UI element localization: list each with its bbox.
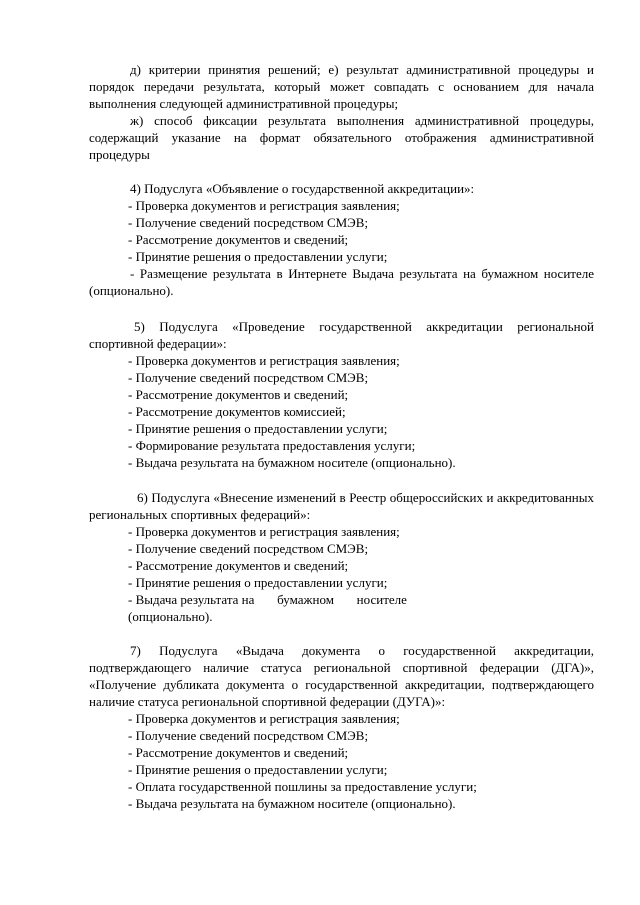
list-item: - Получение сведений посредством СМЭВ; <box>128 728 369 743</box>
subservice-4-last-item: - Размещение результата в Интернете Выдача результата на бумажном носителе (опционально). <box>89 266 594 298</box>
subservice-6-list <box>128 523 598 591</box>
list-item: - Рассмотрение документов и сведений; <box>128 745 349 760</box>
subservice-5-list <box>128 352 598 471</box>
subservice-7-list <box>128 710 598 812</box>
subservice-6-last-item: - Выдача результата на бумажном носителе <box>128 592 407 607</box>
list-item: - Получение сведений посредством СМЭВ; <box>128 370 369 385</box>
list-item: - Проверка документов и регистрация заявления; <box>128 198 400 213</box>
list-item: - Рассмотрение документов и сведений; <box>128 558 349 573</box>
subservice-6-last-item-cont: (опционально). <box>128 609 213 624</box>
list-item: - Выдача результата на бумажном носителе (опционально). <box>128 455 456 470</box>
paragraph-d-e: д) критерии принятия решений; е) результат административной процедуры и порядок передачи результата, который может совпадать с основанием для начала выполнения следующей административной процедуры; <box>89 62 594 111</box>
list-item: - Проверка документов и регистрация заявления; <box>128 711 400 726</box>
subservice-7-heading: 7) Подуслуга «Выдача документа о государственной аккредитации, подтверждающего наличие статуса региональной спортивной федерации (ДГА)», «Получение дубликата документа о государственной аккредитации, подтверждающего наличие статуса региональной спортивной федерации (ДУГА)»: <box>89 643 594 709</box>
subservice-4-heading: 4) Подуслуга «Объявление о государственной аккредитации»: <box>130 181 475 196</box>
paragraph-zh: ж) способ фиксации результата выполнения административной процедуры, содержащий указание на формат обязательного отображения административной процедуры <box>89 113 594 162</box>
list-item: - Принятие решения о предоставлении услуги; <box>128 762 388 777</box>
list-item: - Рассмотрение документов комиссией; <box>128 404 346 419</box>
list-item: - Получение сведений посредством СМЭВ; <box>128 215 369 230</box>
list-item: - Проверка документов и регистрация заявления; <box>128 524 400 539</box>
subservice-6-heading: 6) Подуслуга «Внесение изменений в Реестр общероссийских и аккредитованных региональных спортивных федераций»: <box>89 490 594 522</box>
list-item: - Формирование результата предоставления услуги; <box>128 438 416 453</box>
list-item: - Проверка документов и регистрация заявления; <box>128 353 400 368</box>
list-item: - Принятие решения о предоставлении услуги; <box>128 249 388 264</box>
list-item: - Рассмотрение документов и сведений; <box>128 387 349 402</box>
list-item: - Получение сведений посредством СМЭВ; <box>128 541 369 556</box>
list-item: - Выдача результата на бумажном носителе (опционально). <box>128 796 456 811</box>
subservice-4-list <box>128 197 598 265</box>
list-item: - Принятие решения о предоставлении услуги; <box>128 421 388 436</box>
list-item: - Оплата государственной пошлины за предоставление услуги; <box>128 779 477 794</box>
list-item: - Принятие решения о предоставлении услуги; <box>128 575 388 590</box>
list-item: - Рассмотрение документов и сведений; <box>128 232 349 247</box>
subservice-5-heading: 5) Подуслуга «Проведение государственной аккредитации региональной спортивной федерации»: <box>89 319 594 351</box>
